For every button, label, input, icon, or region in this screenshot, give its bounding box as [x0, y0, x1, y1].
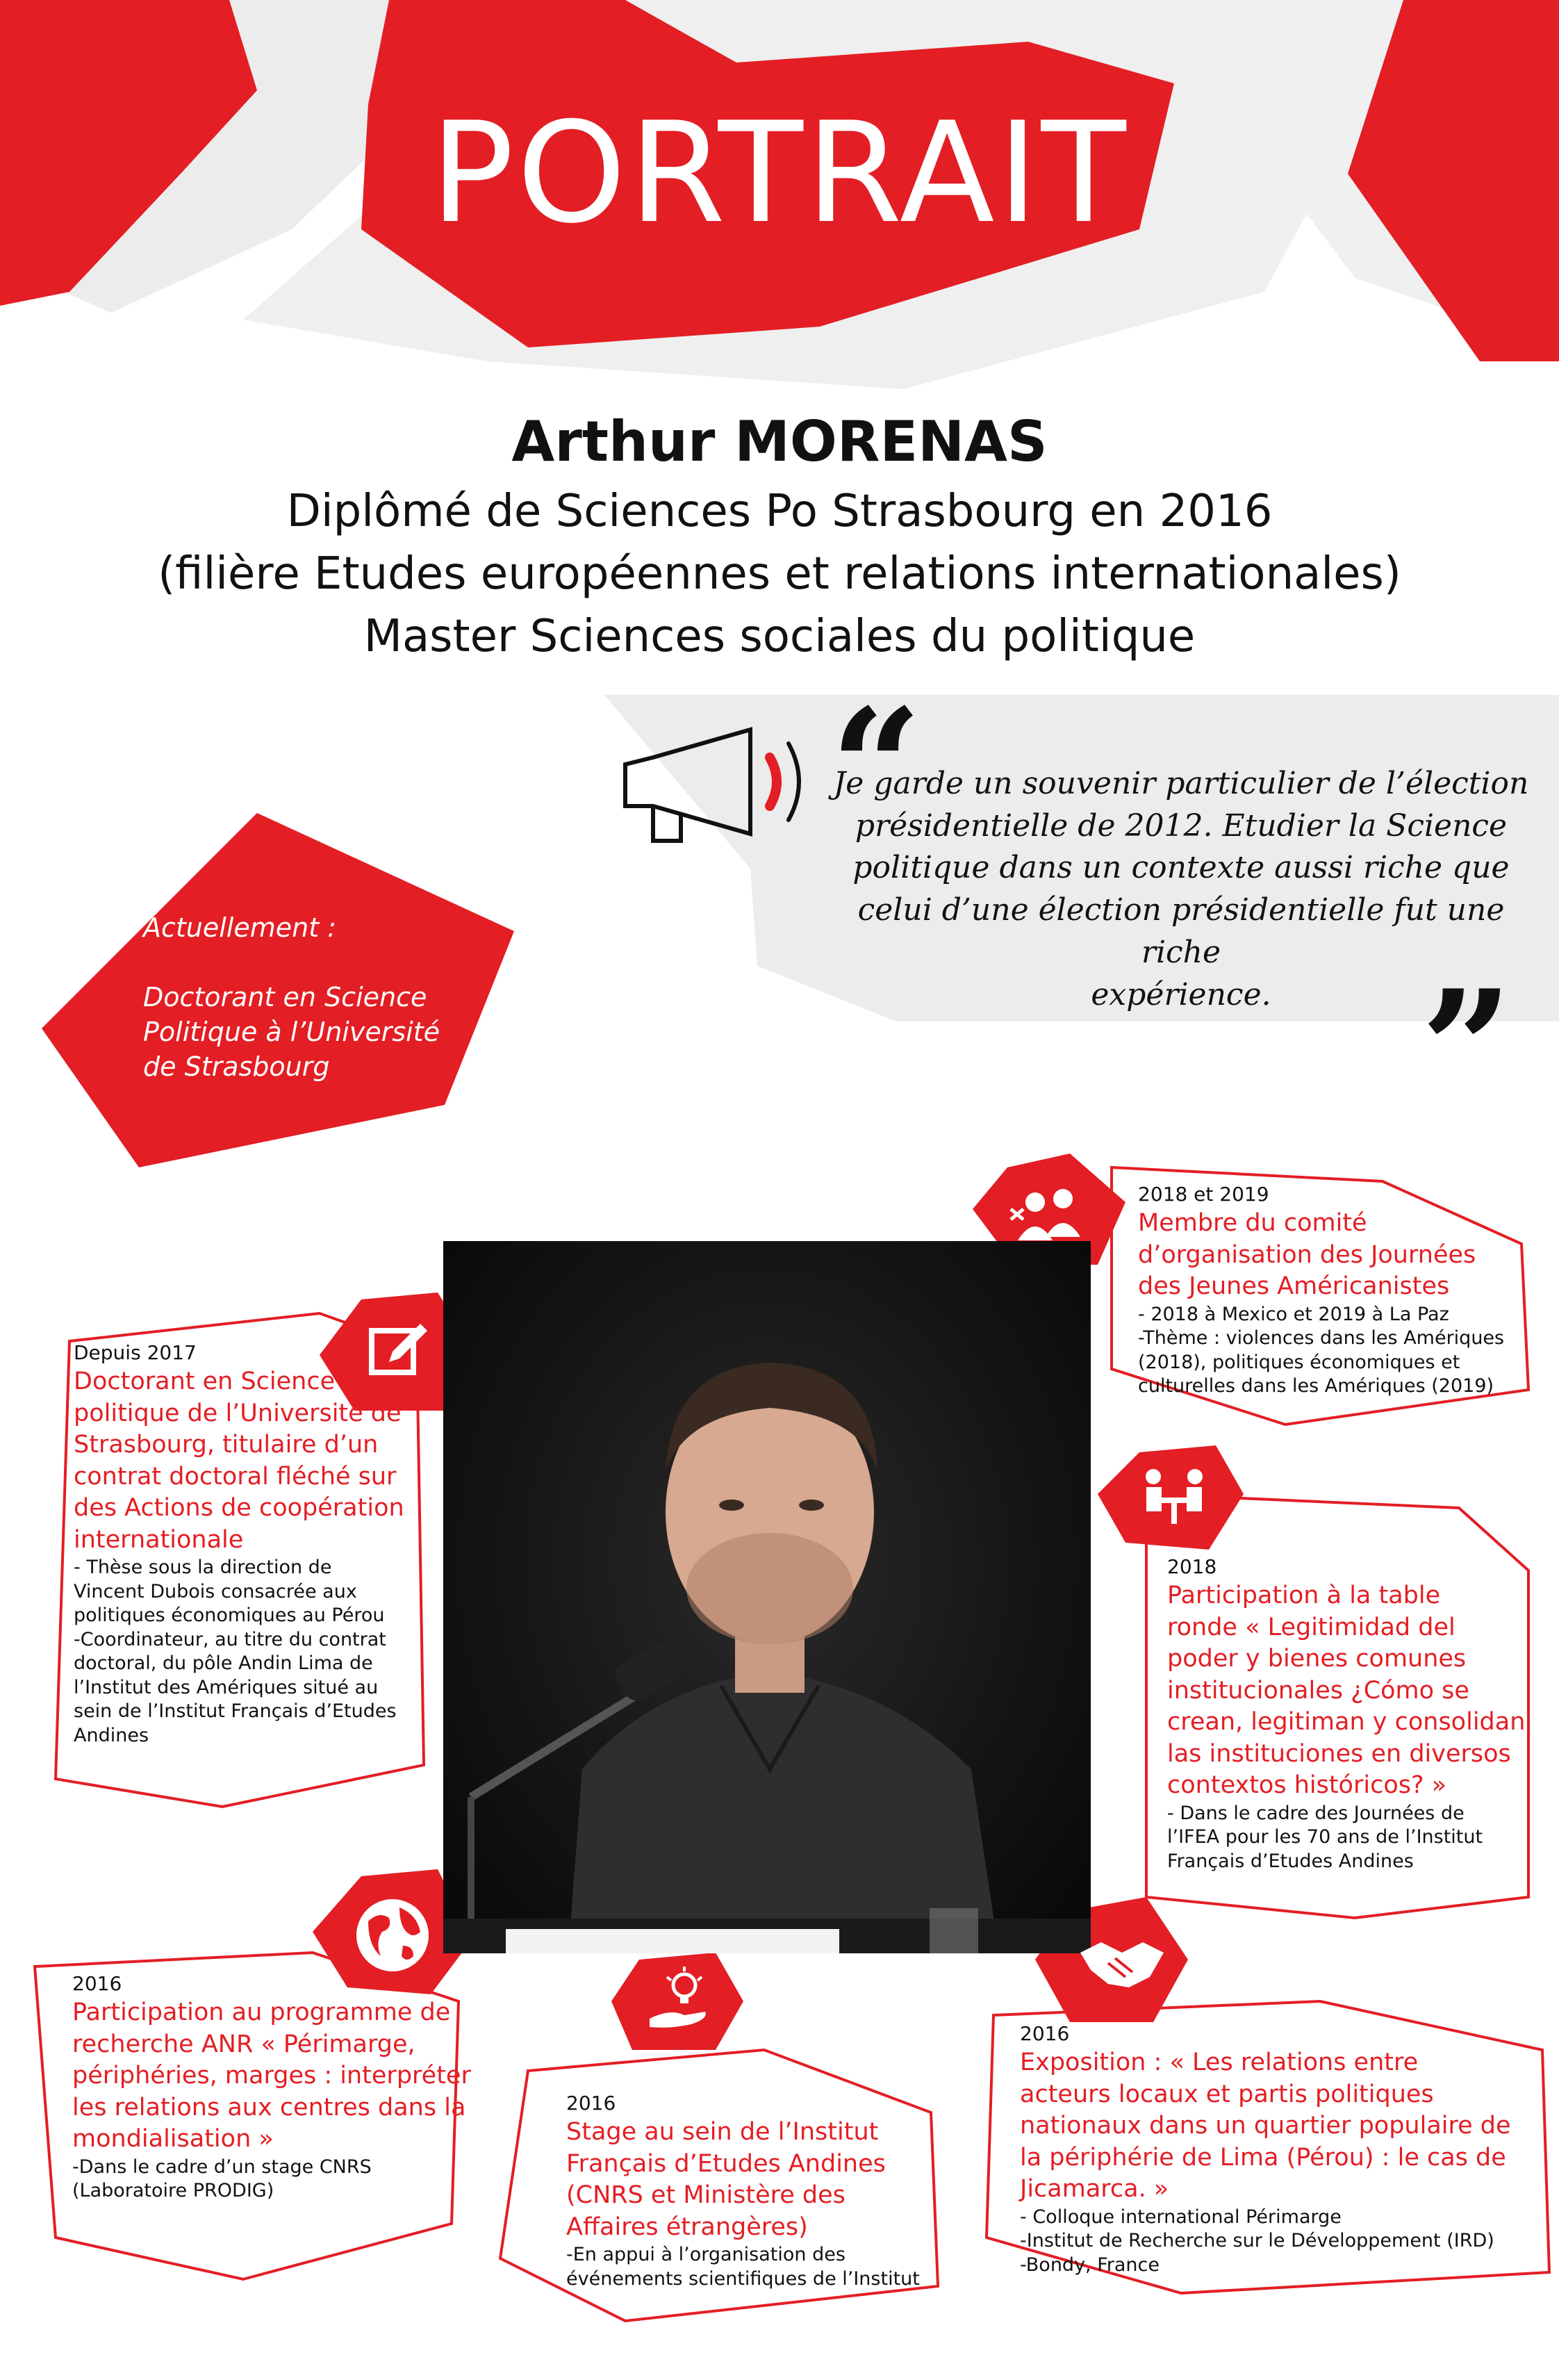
- quote-line: présidentielle de 2012. Etudier la Science: [855, 807, 1508, 844]
- megaphone-icon: [611, 716, 820, 855]
- detail-line: politiques économiques au Pérou: [74, 1605, 385, 1627]
- quote-line: politique dans un contexte aussi riche que: [852, 850, 1510, 886]
- heading-line: nationaux dans un quartier populaire de: [1020, 2112, 1511, 2140]
- heading-line: ronde « Legitimidad del: [1167, 1613, 1455, 1641]
- heading-line: Jicamarca. »: [1020, 2175, 1169, 2203]
- current-line: Doctorant en Science: [143, 982, 427, 1013]
- detail-line: -Institut de Recherche sur le Développement (IRD): [1020, 2230, 1494, 2252]
- heading-line: Strasbourg, titulaire d’un: [74, 1431, 379, 1459]
- heading-line: Doctorant en Science: [74, 1368, 336, 1396]
- card-details: [566, 2243, 941, 2291]
- card-details: [1167, 1802, 1528, 1874]
- heading-line: institucionales ¿Cómo se: [1167, 1676, 1469, 1705]
- current-line: Politique à l’Université: [143, 1017, 440, 1048]
- detail-line: -Bondy, France: [1020, 2254, 1160, 2276]
- card-details: [1020, 2206, 1548, 2278]
- timeline-card-stage: [566, 2092, 941, 2291]
- detail-line: Vincent Dubois consacrée aux: [74, 1580, 357, 1602]
- card-heading: [566, 2117, 941, 2243]
- heading-line: la périphérie de Lima (Pérou) : le cas de: [1020, 2143, 1506, 2172]
- detail-line: (Laboratoire PRODIG): [72, 2180, 274, 2202]
- lightbulb-hand-icon: [643, 1963, 719, 2040]
- card-heading: [72, 1997, 475, 2156]
- card-details: [72, 2156, 475, 2203]
- person-master: Master Sciences sociales du politique: [363, 611, 1196, 662]
- heading-line: Français d’Etudes Andines: [566, 2149, 886, 2178]
- detail-line: l’Institut des Amériques situé au: [74, 1676, 379, 1698]
- portrait-illustration: [443, 1241, 1091, 1953]
- timeline-card-table-ronde: [1167, 1555, 1528, 1873]
- heading-line: contextos históricos? »: [1167, 1771, 1447, 1800]
- detail-line: culturelles dans les Amériques (2019): [1138, 1375, 1494, 1397]
- heading-line: Stage au sein de l’Institut: [566, 2118, 879, 2147]
- heading-line: Affaires étrangères): [566, 2213, 808, 2241]
- heading-line: des Actions de coopération: [74, 1494, 404, 1523]
- card-year: 2016: [1020, 2022, 1070, 2045]
- detail-line: - Thèse sous la direction de: [74, 1557, 332, 1579]
- heading-line: périphéries, marges : interpréter: [72, 2062, 471, 2090]
- heading-line: las instituciones en diversos: [1167, 1739, 1511, 1768]
- person-name: Arthur MORENAS: [511, 409, 1048, 474]
- detail-line: - 2018 à Mexico et 2019 à La Paz: [1138, 1303, 1449, 1325]
- timeline-card-anr: [72, 1972, 475, 2203]
- heading-line: crean, legitiman y consolidan: [1167, 1708, 1526, 1737]
- detail-line: (2018), politiques économiques et: [1138, 1351, 1460, 1373]
- detail-line: -En appui à l’organisation des: [566, 2244, 846, 2266]
- quote-line: expérience.: [1091, 976, 1271, 1012]
- heading-line: des Jeunes Américanistes: [1138, 1272, 1450, 1301]
- heading-line: recherche ANR « Périmarge,: [72, 2030, 415, 2058]
- page-title: PORTRAIT: [430, 92, 1129, 254]
- quote-text: [820, 763, 1542, 1016]
- heading-line: Membre du comité: [1138, 1209, 1367, 1238]
- detail-line: -Coordinateur, au titre du contrat: [74, 1628, 386, 1650]
- meeting-icon: [1132, 1459, 1216, 1536]
- detail-line: -Thème : violences dans les Amériques: [1138, 1327, 1505, 1349]
- team-icon: [1004, 1181, 1094, 1251]
- handshake-icon: [1073, 1925, 1171, 2001]
- current-position: [143, 910, 504, 1085]
- card-year: 2016: [566, 2092, 616, 2115]
- card-year: 2018 et 2019: [1138, 1183, 1269, 1206]
- heading-line: internationale: [74, 1525, 244, 1554]
- card-heading: [1020, 2047, 1548, 2206]
- card-details: [74, 1556, 435, 1748]
- heading-line: (CNRS et Ministère des: [566, 2181, 846, 2210]
- heading-line: poder y bienes comunes: [1167, 1645, 1467, 1673]
- detail-line: l’IFEA pour les 70 ans de l’Institut: [1167, 1826, 1483, 1848]
- timeline-card-exposition: [1020, 2022, 1548, 2277]
- card-heading: [74, 1366, 435, 1556]
- card-heading: [1167, 1580, 1528, 1802]
- person-track: (filière Etudes européennes et relations internationales): [158, 548, 1401, 600]
- detail-line: Français d’Etudes Andines: [1167, 1850, 1414, 1872]
- detail-line: doctoral, du pôle Andin Lima de: [74, 1652, 373, 1675]
- current-label: Actuellement :: [143, 912, 337, 943]
- detail-line: Andines: [74, 1724, 149, 1746]
- heading-line: Participation à la table: [1167, 1582, 1441, 1610]
- card-details: [1138, 1303, 1527, 1399]
- detail-line: événements scientifiques de l’Institut: [566, 2267, 920, 2290]
- detail-line: - Colloque international Périmarge: [1020, 2206, 1342, 2228]
- heading-line: acteurs locaux et partis politiques: [1020, 2080, 1434, 2108]
- card-year: 2016: [72, 1972, 122, 1995]
- card-year: Depuis 2017: [74, 1341, 197, 1364]
- quote-open-mark: “: [830, 674, 923, 862]
- timeline-card-comite: [1138, 1183, 1527, 1399]
- heading-line: d’organisation des Journées: [1138, 1240, 1476, 1269]
- heading-line: contrat doctoral fléché sur: [74, 1462, 397, 1491]
- card-heading: [1138, 1208, 1527, 1303]
- heading-line: les relations aux centres dans la: [72, 2093, 466, 2122]
- heading-line: mondialisation »: [72, 2125, 274, 2153]
- quote-line: celui d’une élection présidentielle fut une riche: [857, 892, 1505, 970]
- detail-line: sein de l’Institut Français d’Etudes: [74, 1700, 397, 1723]
- detail-line: -Dans le cadre d’un stage CNRS: [72, 2156, 372, 2178]
- quote-line: Je garde un souvenir particulier de l’élection: [833, 766, 1529, 801]
- heading-line: Participation au programme de: [72, 1999, 451, 2027]
- quote-close-mark: ”: [1421, 955, 1513, 1143]
- person-degree: Diplômé de Sciences Po Strasbourg en 2016: [286, 486, 1273, 537]
- card-year: 2018: [1167, 1555, 1217, 1578]
- globe-icon: [347, 1890, 438, 1980]
- heading-line: Exposition : « Les relations entre: [1020, 2049, 1419, 2077]
- portrait-photo: [443, 1241, 1091, 1953]
- timeline-card-doctorant: [74, 1341, 435, 1748]
- detail-line: - Dans le cadre des Journées de: [1167, 1802, 1465, 1824]
- current-line: de Strasbourg: [143, 1051, 330, 1083]
- heading-line: politique de l’Université de: [74, 1399, 402, 1427]
